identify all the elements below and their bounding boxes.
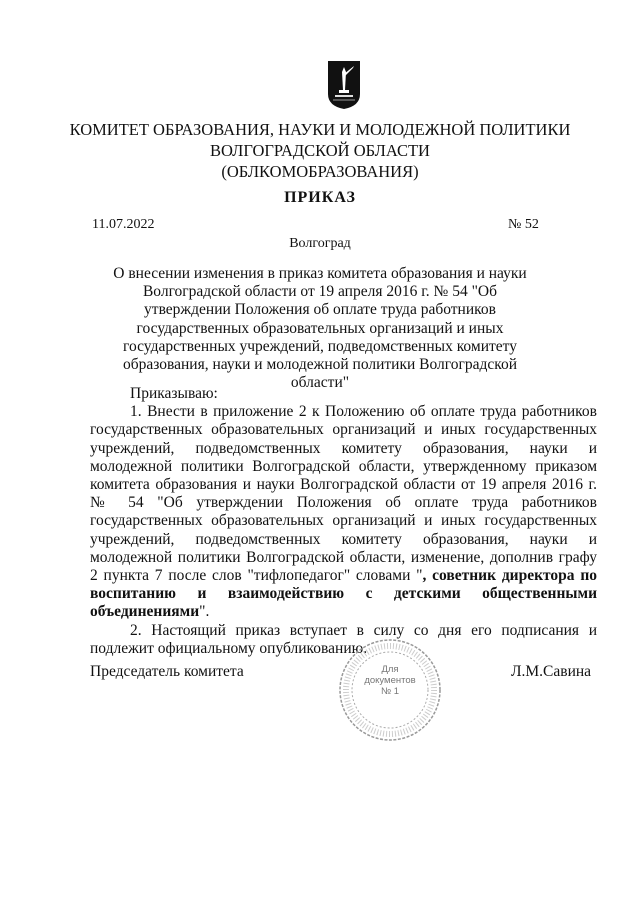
document-date: 11.07.2022 xyxy=(92,217,155,232)
coat-of-arms-emblem xyxy=(327,60,361,110)
paragraph-1-insertion: , советник директора по воспитанию и взаимодействию с детскими общественными объединениями xyxy=(90,567,598,621)
stamp-line-1: Для xyxy=(381,664,399,675)
organization-name-line1: КОМИТЕТ ОБРАЗОВАНИЯ, НАУКИ И МОЛОДЕЖНОЙ ПОЛИТИКИ xyxy=(69,120,571,139)
signatory-title: Председатель комитета xyxy=(90,663,244,680)
document-number: № 52 xyxy=(508,217,539,232)
paragraph-2: 2. Настоящий приказ вступает в силу со дня его подписания и подлежит официальному опубликованию. xyxy=(90,621,597,657)
organization-name-line2: ВОЛГОГРАДСКОЙ ОБЛАСТИ xyxy=(210,141,430,160)
paragraph-1-end: ". xyxy=(199,603,210,621)
document-city: Волгоград xyxy=(289,236,351,251)
signatory-name: Л.М.Савина xyxy=(511,663,592,680)
organization-abbreviation: (ОБЛКОМОБРАЗОВАНИЯ) xyxy=(221,162,419,181)
stamp-line-3: № 1 xyxy=(380,686,400,697)
paragraph-1-text: 1. Внести в приложение 2 к Положению об оплате труда работников государственных образовательных организаций и иных государственных учреждений, подведомственных комитету образования, науки и молодежной политики Волгоградской области, утвержденному приказом комитета образования и науки Волгоградской области от 19 апреля 2016 г. № 54 "Об утверждении Положения об оплате труда работников государственных образовательных организаций и иных государственных учреждений, подведомственных комитету образования, науки и молодежной политики Волгоградской области, изменение, дополнив графу 2 пункта 7 после слов "тифлопедагог" словами " xyxy=(90,403,597,585)
document-type: ПРИКАЗ xyxy=(284,189,356,206)
stamp-line-2: документов xyxy=(364,675,416,686)
paragraph-1 xyxy=(90,403,597,621)
stamp-text xyxy=(352,664,428,697)
order-lead: Приказываю: xyxy=(130,385,218,402)
document-subject: О внесении изменения в приказ комитета образования и науки Волгоградской области от 19 апреля 2016 г. № 54 "Об утверждении Положения об оплате труда работников государственных образовательных организаций и иных государственных учреждений, подведомственных комитету образования, науки и молодежной политики Волгоградской области" xyxy=(113,265,527,392)
document-body xyxy=(90,385,597,658)
